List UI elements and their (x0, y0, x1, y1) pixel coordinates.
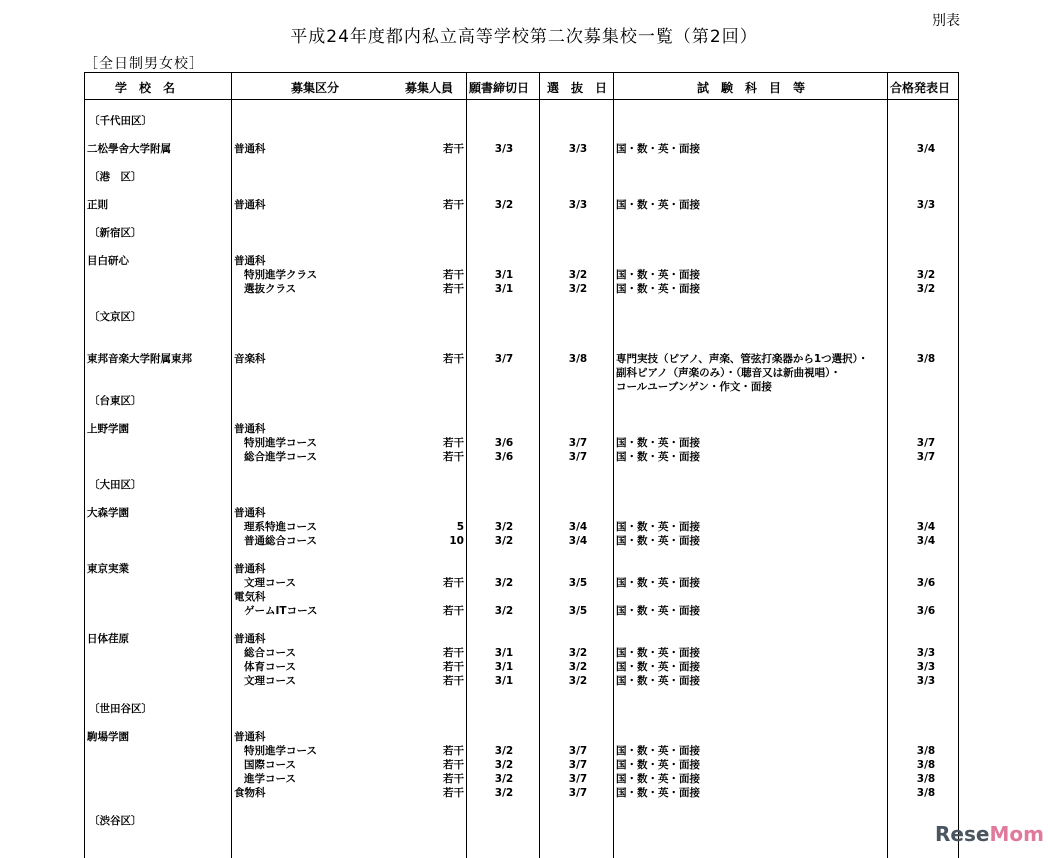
selection-value: 3/3 (568, 143, 588, 155)
category-label: ［全日制男女校］ (84, 56, 204, 72)
subjects-value: コールユーブンゲン・作文・面接 (616, 381, 772, 393)
announce-value: 3/8 (916, 353, 936, 365)
deadline-value: 3/2 (494, 759, 514, 771)
capacity-value: 5 (456, 521, 464, 533)
subjects-value: 国・数・英・面接 (616, 143, 700, 155)
announce-value: 3/6 (916, 605, 936, 617)
selection-value: 3/4 (568, 521, 588, 533)
capacity-value: 若干 (443, 745, 464, 757)
deadline-value: 3/3 (494, 143, 514, 155)
column-divider (231, 73, 232, 858)
subjects-value: 国・数・英・面接 (616, 535, 700, 547)
ward-label: 〔台東区〕 (89, 395, 142, 407)
subjects-value: 国・数・英・面接 (616, 269, 700, 281)
capacity-value: 若干 (443, 605, 464, 617)
announce-value: 3/8 (916, 787, 936, 799)
subjects-value: 国・数・英・面接 (616, 451, 700, 463)
deadline-value: 3/6 (494, 437, 514, 449)
division-label: 普通科 (234, 633, 266, 645)
selection-value: 3/7 (568, 451, 588, 463)
subjects-value: 国・数・英・面接 (616, 787, 700, 799)
announce-value: 3/2 (916, 269, 936, 281)
capacity-value: 若干 (443, 647, 464, 659)
division-label: 普通科 (234, 143, 266, 155)
ward-label: 〔港 区〕 (89, 171, 142, 183)
subjects-value: 国・数・英・面接 (616, 199, 700, 211)
deadline-value: 3/2 (494, 199, 514, 211)
capacity-value: 若干 (443, 451, 464, 463)
division-label: 普通科 (234, 423, 266, 435)
announce-value: 3/2 (916, 283, 936, 295)
selection-value: 3/2 (568, 675, 588, 687)
selection-value: 3/7 (568, 773, 588, 785)
ward-label: 〔新宿区〕 (89, 227, 142, 239)
division-label: 進学コース (244, 773, 296, 785)
deadline-value: 3/2 (494, 521, 514, 533)
division-label: 特別進学コース (244, 437, 317, 449)
announce-value: 3/3 (916, 675, 936, 687)
division-label: 普通科 (234, 199, 266, 211)
division-label: 文理コース (244, 577, 296, 589)
announce-value: 3/4 (916, 535, 936, 547)
subjects-value: 国・数・英・面接 (616, 745, 700, 757)
capacity-value: 若干 (443, 283, 464, 295)
division-label: 普通科 (234, 731, 266, 743)
deadline-value: 3/1 (494, 283, 514, 295)
subjects-value: 国・数・英・面接 (616, 759, 700, 771)
division-label: 特別進学コース (244, 745, 317, 757)
school-name: 正則 (87, 199, 108, 211)
division-label: 電気科 (234, 591, 266, 603)
column-divider (613, 73, 614, 858)
division-label: 国際コース (244, 759, 296, 771)
division-label: 普通総合コース (244, 535, 317, 547)
ward-label: 〔世田谷区〕 (89, 703, 152, 715)
announce-value: 3/8 (916, 745, 936, 757)
selection-value: 3/7 (568, 759, 588, 771)
selection-value: 3/2 (568, 661, 588, 673)
header-divider (85, 99, 958, 100)
selection-value: 3/5 (568, 605, 588, 617)
school-name: 東邦音楽大学附属東邦 (87, 353, 192, 365)
subjects-value: 国・数・英・面接 (616, 283, 700, 295)
column-divider (887, 73, 888, 858)
ward-label: 〔渋谷区〕 (89, 815, 142, 827)
selection-value: 3/7 (568, 787, 588, 799)
announce-value: 3/7 (916, 451, 936, 463)
subjects-value: 国・数・英・面接 (616, 521, 700, 533)
capacity-value: 若干 (443, 353, 464, 365)
subjects-value: 専門実技（ピアノ、声楽、管弦打楽器から1つ選択）・ (616, 353, 869, 365)
announce-value: 3/3 (916, 647, 936, 659)
division-label: 特別進学クラス (244, 269, 318, 281)
selection-value: 3/8 (568, 353, 588, 365)
deadline-value: 3/2 (494, 605, 514, 617)
selection-value: 3/4 (568, 535, 588, 547)
header-announce: 合格発表日 (890, 81, 951, 95)
announce-value: 3/4 (916, 143, 936, 155)
deadline-value: 3/2 (494, 773, 514, 785)
capacity-value: 若干 (443, 773, 464, 785)
subjects-value: 国・数・英・面接 (616, 647, 700, 659)
school-name: 二松學舍大学附属 (87, 143, 171, 155)
deadline-value: 3/1 (494, 647, 514, 659)
header-subjects: 試 験 科 目 等 (697, 81, 806, 95)
deadline-value: 3/1 (494, 269, 514, 281)
announce-value: 3/8 (916, 759, 936, 771)
announce-value: 3/8 (916, 773, 936, 785)
capacity-value: 若干 (443, 143, 464, 155)
announce-value: 3/7 (916, 437, 936, 449)
attachment-label: 別表 (932, 13, 960, 29)
capacity-value: 若干 (443, 661, 464, 673)
school-name: 目白研心 (87, 255, 129, 267)
division-label: 選抜クラス (244, 283, 297, 295)
deadline-value: 3/6 (494, 451, 514, 463)
header-selection: 選 抜 日 (547, 81, 608, 95)
announce-value: 3/6 (916, 577, 936, 589)
division-label: 総合コース (244, 647, 296, 659)
deadline-value: 3/1 (494, 661, 514, 673)
school-name: 日体荏原 (87, 633, 129, 645)
selection-value: 3/7 (568, 437, 588, 449)
deadline-value: 3/7 (494, 353, 514, 365)
capacity-value: 若干 (443, 787, 464, 799)
capacity-value: 10 (449, 535, 464, 547)
division-label: 体育コース (244, 661, 296, 673)
subjects-value: 国・数・英・面接 (616, 437, 700, 449)
school-name: 駒場学園 (87, 731, 129, 743)
division-label: 文理コース (244, 675, 296, 687)
announce-value: 3/3 (916, 661, 936, 673)
page-title: 平成24年度都内私立高等学校第二次募集校一覧（第2回） (290, 27, 758, 47)
division-label: 理系特進コース (244, 521, 317, 533)
deadline-value: 3/2 (494, 787, 514, 799)
subjects-value: 国・数・英・面接 (616, 661, 700, 673)
column-divider (539, 73, 540, 858)
deadline-value: 3/2 (494, 577, 514, 589)
column-divider (466, 73, 467, 858)
subjects-value: 国・数・英・面接 (616, 605, 700, 617)
ward-label: 〔文京区〕 (89, 311, 142, 323)
division-label: 普通科 (234, 507, 266, 519)
capacity-value: 若干 (443, 199, 464, 211)
schools-table (84, 72, 959, 858)
deadline-value: 3/2 (494, 535, 514, 547)
selection-value: 3/2 (568, 269, 588, 281)
division-label: 総合進学コース (244, 451, 317, 463)
ward-label: 〔千代田区〕 (89, 115, 152, 127)
division-label: 普通科 (234, 255, 266, 267)
ward-label: 〔大田区〕 (89, 479, 142, 491)
capacity-value: 若干 (443, 759, 464, 771)
selection-value: 3/5 (568, 577, 588, 589)
capacity-value: 若干 (443, 269, 464, 281)
school-name: 大森学園 (87, 507, 129, 519)
capacity-value: 若干 (443, 577, 464, 589)
subjects-value: 国・数・英・面接 (616, 577, 700, 589)
deadline-value: 3/1 (494, 675, 514, 687)
deadline-value: 3/2 (494, 745, 514, 757)
selection-value: 3/2 (568, 647, 588, 659)
capacity-value: 若干 (443, 675, 464, 687)
division-label: 食物科 (234, 787, 266, 799)
selection-value: 3/2 (568, 283, 588, 295)
subjects-value: 国・数・英・面接 (616, 675, 700, 687)
header-school: 学 校 名 (115, 81, 176, 95)
school-name: 上野学園 (87, 423, 129, 435)
subjects-value: 国・数・英・面接 (616, 773, 700, 785)
resemom-logo: ReseMom (935, 822, 1044, 846)
capacity-value: 若干 (443, 437, 464, 449)
header-deadline: 願書締切日 (469, 81, 530, 95)
announce-value: 3/4 (916, 521, 936, 533)
selection-value: 3/3 (568, 199, 588, 211)
division-label: ゲームITコース (244, 605, 318, 617)
school-name: 東京実業 (87, 563, 129, 575)
header-division: 募集区分 (291, 81, 340, 95)
header-capacity: 募集人員 (405, 81, 454, 95)
subjects-value: 副科ピアノ（声楽のみ）・（聴音又は新曲視唱）・ (616, 367, 841, 379)
selection-value: 3/7 (568, 745, 588, 757)
announce-value: 3/3 (916, 199, 936, 211)
division-label: 音楽科 (234, 353, 266, 365)
division-label: 普通科 (234, 563, 266, 575)
